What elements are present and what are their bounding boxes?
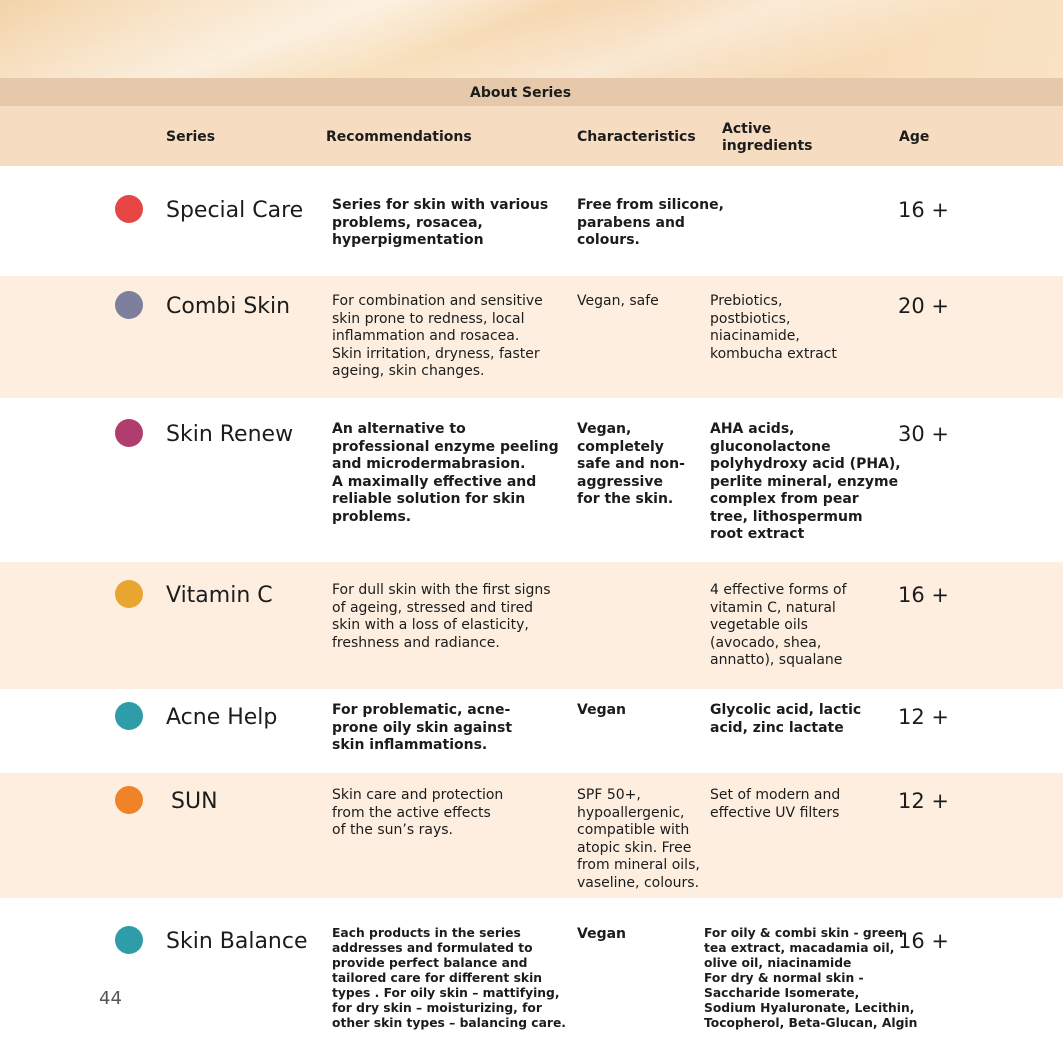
series-color-dot (115, 702, 143, 730)
table-row (0, 689, 1063, 773)
series-name: Skin Balance (166, 929, 308, 954)
age-value: 12 + (898, 789, 949, 813)
table-row (0, 276, 1063, 398)
series-color-dot (115, 580, 143, 608)
table-row (0, 166, 1063, 276)
table-row (0, 562, 1063, 689)
age-value: 16 + (898, 929, 949, 953)
series-color-dot (115, 291, 143, 319)
table-header (0, 106, 1063, 166)
table-row (0, 898, 1063, 1063)
series-name: SUN (171, 789, 218, 814)
ingredients-cell: For oily & combi skin - green tea extract, macadamia oil, olive oil, niacinamide For dry & normal skin - Saccharide Isomerate, Sodium Hyaluronate, Lecithin, Tocopherol, Beta-Glucan, Algin (704, 926, 918, 1030)
series-name: Combi Skin (166, 294, 291, 319)
characteristics-cell: Vegan, safe (577, 293, 659, 309)
characteristics-cell: SPF 50+, hypoallergenic, compatible with atopic skin. Free from mineral oils, vaseline, colours. (577, 787, 700, 891)
age-value: 12 + (898, 705, 949, 729)
section-title: About Series (470, 85, 572, 101)
age-value: 16 + (898, 198, 949, 222)
header-active-ingredients: Active ingredients (722, 121, 813, 154)
ingredients-cell: AHA acids, gluconolactone polyhydroxy acid (PHA), perlite mineral, enzyme complex from pear tree, lithospermum root extract (710, 421, 901, 542)
series-name: Skin Renew (166, 422, 294, 447)
recommendations-cell: Each products in the series addresses and formulated to provide perfect balance and tailored care for different skin types . For oily skin – mattifying, for dry skin – moisturizing, for other skin types – balancing care. (332, 926, 566, 1030)
age-value: 16 + (898, 583, 949, 607)
series-color-dot (115, 419, 143, 447)
characteristics-cell: Vegan, completely safe and non- aggressive for the skin. (577, 421, 685, 507)
ingredients-cell: 4 effective forms of vitamin C, natural vegetable oils (avocado, shea, annatto), squalane (710, 582, 847, 668)
age-value: 30 + (898, 422, 949, 446)
series-name: Special Care (166, 198, 304, 223)
table-row (0, 773, 1063, 898)
recommendations-cell: For combination and sensitive skin prone to redness, local inflammation and rosacea. Skin irritation, dryness, faster ageing, skin changes. (332, 293, 543, 379)
series-color-dot (115, 786, 143, 814)
characteristics-cell: Free from silicone, parabens and colours. (577, 197, 724, 248)
series-name: Acne Help (166, 705, 278, 730)
page-number: 44 (99, 988, 122, 1009)
table-row (0, 398, 1063, 562)
characteristics-cell: Vegan (577, 702, 626, 718)
recommendations-cell: For dull skin with the first signs of ageing, stressed and tired skin with a loss of elasticity, freshness and radiance. (332, 582, 551, 651)
characteristics-cell: Vegan (577, 926, 626, 942)
series-name: Vitamin C (166, 583, 273, 608)
recommendations-cell: Skin care and protection from the active effects of the sun’s rays. (332, 787, 504, 838)
recommendations-cell: An alternative to professional enzyme peeling and microdermabrasion. A maximally effective and reliable solution for skin problems. (332, 421, 559, 525)
series-color-dot (115, 926, 143, 954)
header-banner-image (0, 0, 1063, 78)
ingredients-cell: Glycolic acid, lactic acid, zinc lactate (710, 702, 862, 736)
recommendations-cell: Series for skin with various problems, rosacea, hyperpigmentation (332, 197, 549, 248)
age-value: 20 + (898, 294, 949, 318)
ingredients-cell: Prebiotics, postbiotics, niacinamide, kombucha extract (710, 293, 837, 362)
series-color-dot (115, 195, 143, 223)
section-title-band (0, 78, 1063, 106)
recommendations-cell: For problematic, acne- prone oily skin against skin inflammations. (332, 702, 513, 753)
header-age: Age (899, 129, 930, 145)
ingredients-cell: Set of modern and effective UV filters (710, 787, 841, 821)
header-characteristics: Characteristics (577, 129, 696, 145)
header-recommendations: Recommendations (326, 129, 472, 145)
header-series: Series (166, 129, 216, 145)
